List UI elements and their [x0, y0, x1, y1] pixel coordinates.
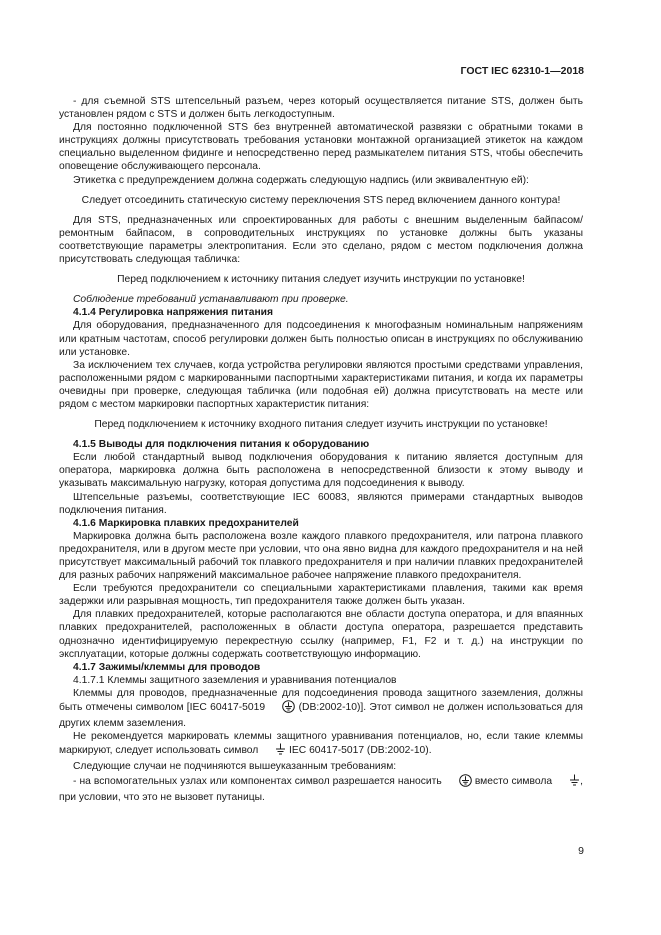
page-number: 9	[578, 845, 584, 857]
paragraph: Следующие случаи не подчиняются вышеуказанным требованиям:	[73, 761, 397, 773]
paragraph: Для плавких предохранителей, которые располагаются вне области доступа оператора, и для впаянных плавких предохранителей, расположенных в области доступа оператора, разрешается представить однозначно идентифицируемую перекрестную ссылку (например, F1, F2 и т. д.) на инструкции по эксплуатации, которые должны содержать соответствующую информацию.	[59, 609, 583, 660]
paragraph: Для постоянно подключенной STS без внутренней автоматической развязки с обратными токами в инструкциях должны присутствовать требования установки монтажной организацией этикеток на каждом специально выделенном фидинге и непосредственно перед размыкателем питания STS, чтобы обеспечить оповещение обслуживающего персонала.	[59, 122, 583, 173]
section-heading: 4.1.4 Регулировка напряжения питания	[73, 307, 274, 319]
paragraph	[59, 774, 583, 804]
warning-label-text: Следует отсоединить статическую систему переключения STS перед включением данного контура!	[81, 194, 561, 206]
warning-label-text: Перед подключением к источнику питания следует изучить инструкции по установке!	[117, 274, 525, 286]
text-segment: (DB:2002-10)]. Этот символ не должен использоваться для других клемм заземления.	[59, 702, 583, 730]
paragraph: Для оборудования, предназначенного для подсоединения к многофазным номинальным напряжениям или кратным частотам, способ регулировки должен быть полностью описан в инструкциях по обслуживанию или установке.	[59, 320, 583, 358]
warning-label-text: Перед подключением к источнику входного питания следует изучить инструкции по установке!	[94, 419, 548, 431]
text-segment: , при условии, что это не вызовет путаницы.	[59, 775, 583, 803]
protective-earth-icon	[445, 774, 472, 791]
paragraph: Если требуются предохранители со специальными характеристиками плавления, такими как время задержки или разрывная мощность, тип предохранителя также должен быть указан.	[59, 583, 583, 608]
text-segment: вместо символа	[471, 775, 556, 787]
paragraph	[59, 687, 583, 730]
paragraph: Для STS, предназначенных или спроектированных для работы с внешним выделенным байпасом/ремонтным байпасом, в сопроводительных инструкциях по установке должны быть указаны соответствующие параметры электропитания. Если это сделано, рядом с местом подключения должна присутствовать следующая табличка:	[59, 214, 583, 266]
paragraph: Маркировка должна быть расположена возле каждого плавкого предохранителя, или патрона плавкого предохранителя, или в другом месте при условии, что она явно видна для каждого предохранителя и на ней присутствует максимальный рабочий ток плавкого предохранителя и при наличии плавких предохранителей для разных рабочих напряжений максимальное рабочее напряжение плавкого предохранителя.	[59, 530, 583, 582]
earth-icon	[555, 774, 580, 791]
paragraph: Штепсельные разъемы, соответствующие IEC 60083, являются примерами стандартных выводов подключения питания.	[59, 491, 583, 516]
subsection-heading: 4.1.7.1 Клеммы защитного заземления и уравнивания потенциалов	[73, 674, 397, 686]
text-segment: Не рекомендуется маркировать клеммы защитного уравнивания потенциалов, но, если такие клеммы маркируют, следует использовать символ	[59, 731, 583, 757]
paragraph: Этикетка с предупреждением должна содержать следующую надпись (или эквивалентную ей):	[73, 174, 529, 186]
protective-earth-icon	[268, 700, 295, 717]
paragraph: Если любой стандартный вывод подключения оборудования к питанию является доступным для оператора, маркировка должна быть расположена в непосредственной близости к этому выводу и указывать максимальную нагрузку, которая допустима для подсоединения к выводу.	[59, 452, 583, 490]
section-heading: 4.1.7 Зажимы/клеммы для проводов	[73, 661, 261, 673]
document-body	[59, 95, 583, 804]
text-segment: Клеммы для проводов, предназначенные для подсоединения провода защитного заземления, должны быть отмечены символом [IEC 60417-5019	[59, 687, 583, 714]
text-segment: IEC 60417-5017 (DB:2002-10).	[286, 745, 432, 757]
paragraph	[59, 730, 583, 760]
earth-icon	[261, 743, 286, 760]
text-segment: - на вспомогательных узлах или компонентах символ разрешается наносить	[73, 775, 445, 787]
section-heading: 4.1.6 Маркировка плавких предохранителей	[73, 517, 299, 529]
document-header: ГОСТ IEC 62310-1—2018	[460, 65, 584, 77]
paragraph: За исключением тех случаев, когда устройства регулировки являются простыми средствами управления, расположенными рядом с маркированными паспортными характеристиками питания, и когда их параметры очевидны при проверке, следующая табличка (или подобная ей) должна присутствовать на месте или рядом с местом маркировки паспортных характеристик питания:	[59, 359, 583, 410]
paragraph: - для съемной STS штепсельный разъем, через который осуществляется питание STS, должен быть установлен рядом с STS и должен быть легкодоступным.	[59, 96, 583, 121]
section-heading: 4.1.5 Выводы для подключения питания к оборудованию	[73, 439, 370, 451]
compliance-note: Соблюдение требований устанавливают при проверке.	[73, 294, 349, 306]
